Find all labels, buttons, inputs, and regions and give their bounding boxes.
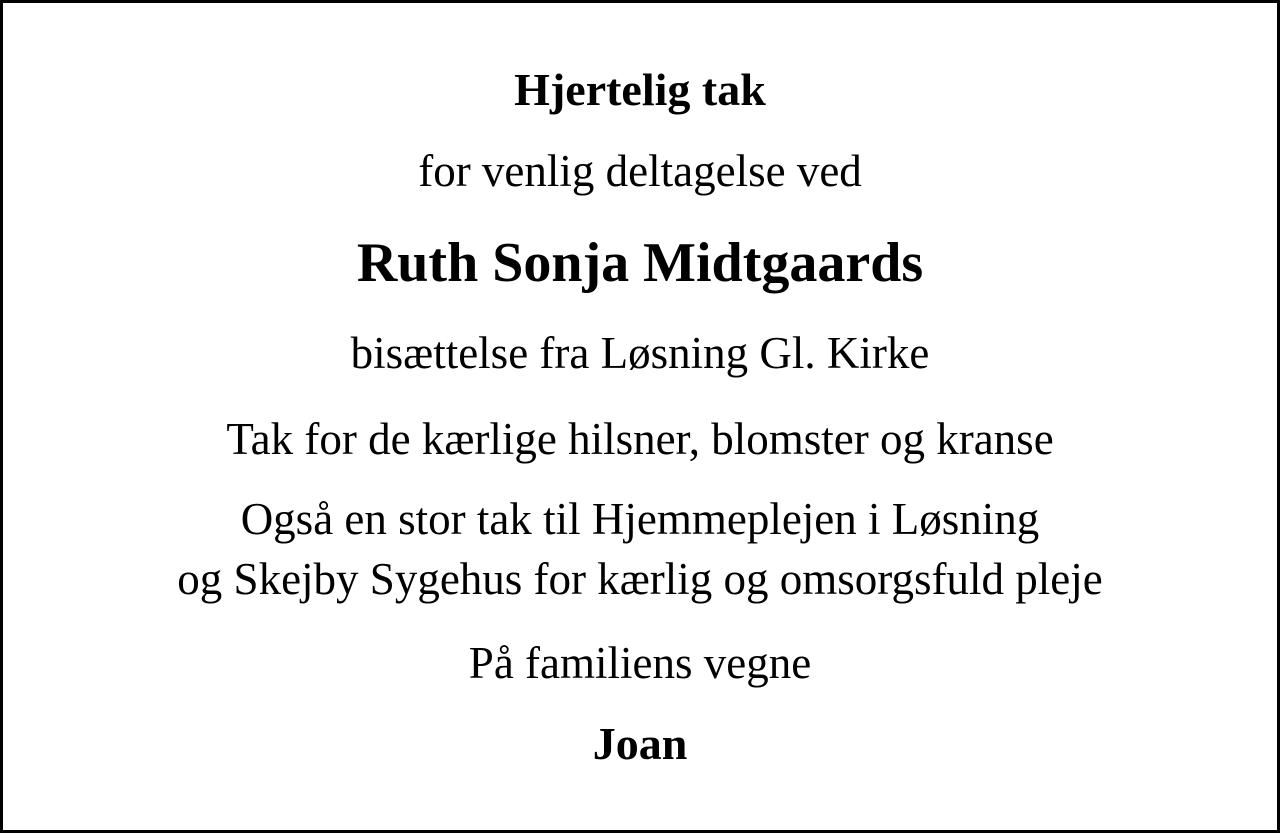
family-line: På familiens vegne	[468, 638, 812, 688]
extra-thanks-line-1: Også en stor tak til Hjemmeplejen i Løsning	[240, 494, 1040, 544]
deceased-name: Ruth Sonja Midtgaards	[356, 232, 924, 294]
extra-thanks-line-2: og Skejby Sygehus for kærlig og omsorgsfuld pleje	[177, 554, 1103, 604]
signature: Joan	[592, 718, 688, 769]
flowers-thanks-text: Tak for de kærlige hilsner, blomster og kranse	[226, 414, 1054, 464]
funeral-church-text: bisættelse fra Løsning Gl. Kirke	[350, 328, 930, 378]
notice-heading: Hjertelig tak	[514, 64, 766, 115]
intro-text: for venlig deltagelse ved	[418, 146, 862, 196]
